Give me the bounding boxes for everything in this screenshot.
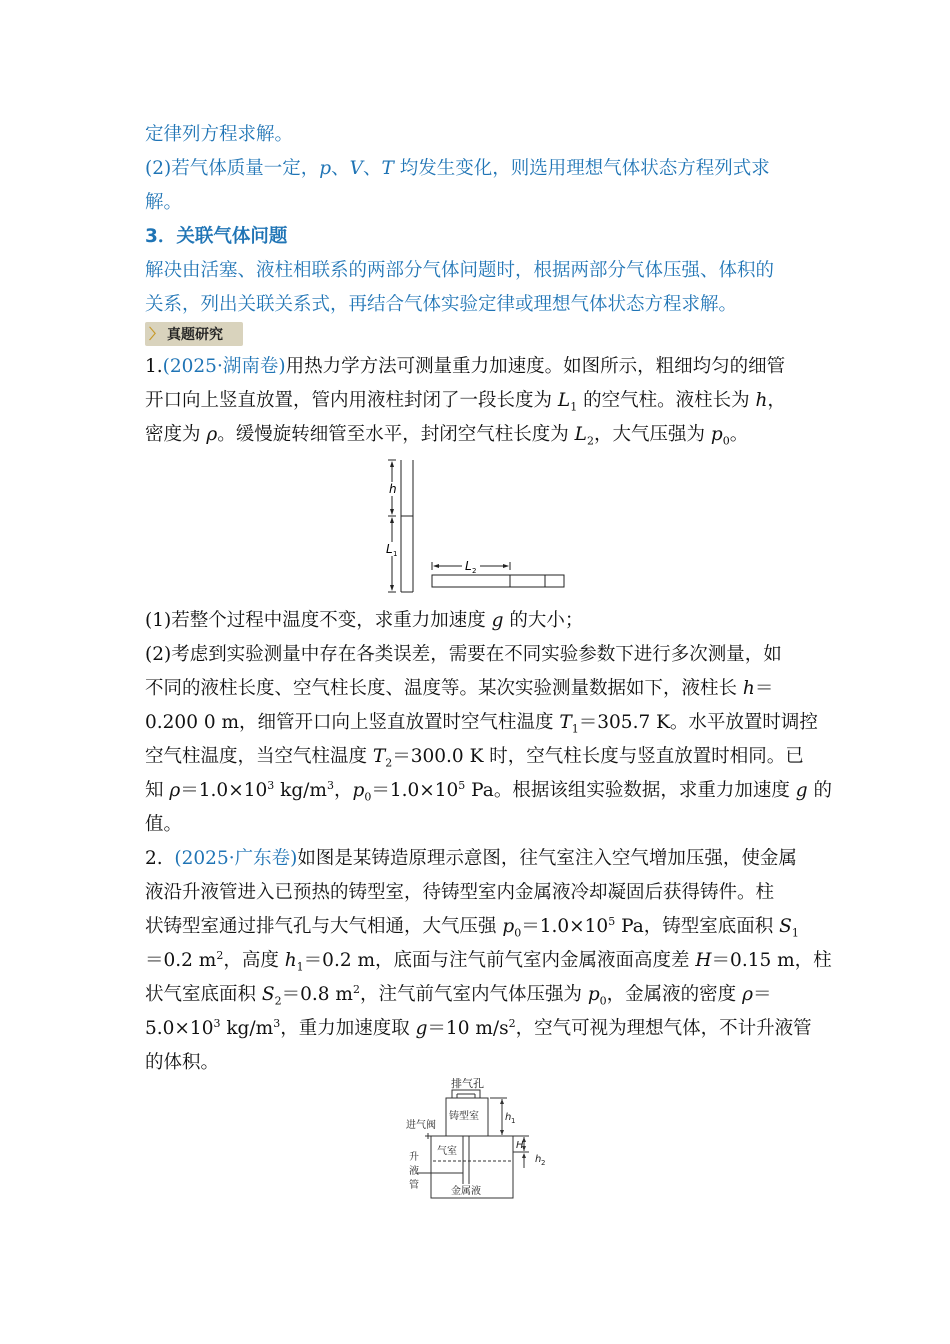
label-L1-sub: 1 [393,550,398,558]
question-2-line: 状铸型室通过排气孔与大气相通，大气压强 $p_0=1.0\times 10^5$ Pa，铸型室底面积 $S_1$ [145,914,799,940]
label-L2-sub: 2 [472,567,477,575]
method-text: 解决由活塞、液柱相联系的两部分气体问题时，根据两部分气体压强、体积的 [145,260,775,281]
question-1-part-2: 知 $\rho=1.0\times 10^3$ $kg/m^3$，$p_0=1.0\times 10^5$ Pa。根据该组实验数据，求重力加速度 g 的 [145,778,832,804]
method-item-2-cont: 解。 [145,192,183,213]
method-text: 关系，列出关联关系式，再结合气体实验定律或理想气体状态方程求解。 [145,294,738,315]
question-2-line: $5.0\times 10^3$ $kg/m^3$，重力加速度取 g＝10 $m/s^2$，空气可视为理想气体，不计升液管 [145,1016,812,1039]
question-2-line: 2. (2025·广东卷)如图是某铸造原理示意图，往气室注入空气增加压强，使金属 [145,848,797,869]
label-h2: h [535,1154,542,1165]
label-riser-3: 管 [409,1180,419,1191]
question-1-part-2: (2)考虑到实验测量中存在各类误差，需要在不同实验参数下进行多次测量，如 [145,644,782,665]
label-h1-sub: 1 [511,1117,516,1125]
label-riser-2: 液 [409,1166,419,1177]
chevron-icon: 〉 [149,327,163,343]
question-2-line: ＝0.2 $m^2$，高度 $h_1=0.2$ m，底面与注气前气室内金属液面高度差 H＝0.15 m，柱 [145,948,832,974]
label-mold: 铸型室 [449,1111,479,1122]
question-1-part-2: 空气柱温度，当空气柱温度 $T_2=300.0$ K 时，空气柱长度与竖直放置时相同。已 [145,746,804,770]
question-1-part-2: 0.200 0 m，细管开口向上竖直放置时空气柱温度 $T_1=305.7$ K。水平放置时调控 [145,712,818,736]
question-1-line: 开口向上竖直放置，管内用液柱封闭了一段长度为 $L_1$ 的空气柱。液柱长为 h， [145,390,786,414]
label-H: H [516,1140,524,1151]
method-text: 定律列方程求解。 [145,124,294,145]
label-L1: L [386,542,393,556]
question-2-line: 的体积。 [145,1052,220,1073]
question-2-line: 状气室底面积 $S_2=0.8$ $m^2$，注气前气室内气体压强为 $p_0$，金属液的密度 ρ＝ [145,982,772,1008]
method-item-2: (2)若气体质量一定，p、V、T 均发生变化，则选用理想气体状态方程列式求 [145,158,770,179]
label-valve: 进气阀 [406,1120,436,1131]
question-1-part-2: 值。 [145,814,183,835]
label-chamber: 气室 [437,1146,457,1157]
question-1-part-1: (1)若整个过程中温度不变，求重力加速度 g 的大小； [145,610,584,631]
label-h: h [389,482,397,496]
label-riser-1: 升 [409,1152,419,1163]
label-metal: 金属液 [451,1186,481,1197]
label-h1: h [505,1112,512,1123]
label-vent: 排气孔 [451,1078,484,1090]
question-1-line: 1.(2025·湖南卷)用热力学方法可测量重力加速度。如图所示，粗细均匀的细管 [145,356,786,377]
section-heading: 3．关联气体问题 [145,226,288,247]
tube-figure [370,456,580,596]
question-1-line: 密度为 ρ。缓慢旋转细管至水平，封闭空气柱长度为 $L_2$，大气压强为 $p_0$。 [145,424,749,448]
question-source: (2025·湖南卷) [162,356,286,377]
question-1-part-2: 不同的液柱长度、空气柱长度、温度等。某次实验测量数据如下，液柱长 h＝ [145,678,774,699]
label-L2: L [465,559,472,573]
section-tag: 〉 真题研究 [145,322,243,346]
casting-figure [395,1078,565,1206]
label-h2-sub: 2 [541,1159,546,1167]
question-2-line: 液沿升液管进入已预热的铸型室，待铸型室内金属液冷却凝固后获得铸件。柱 [145,882,775,903]
question-source: (2025·广东卷) [174,848,298,869]
